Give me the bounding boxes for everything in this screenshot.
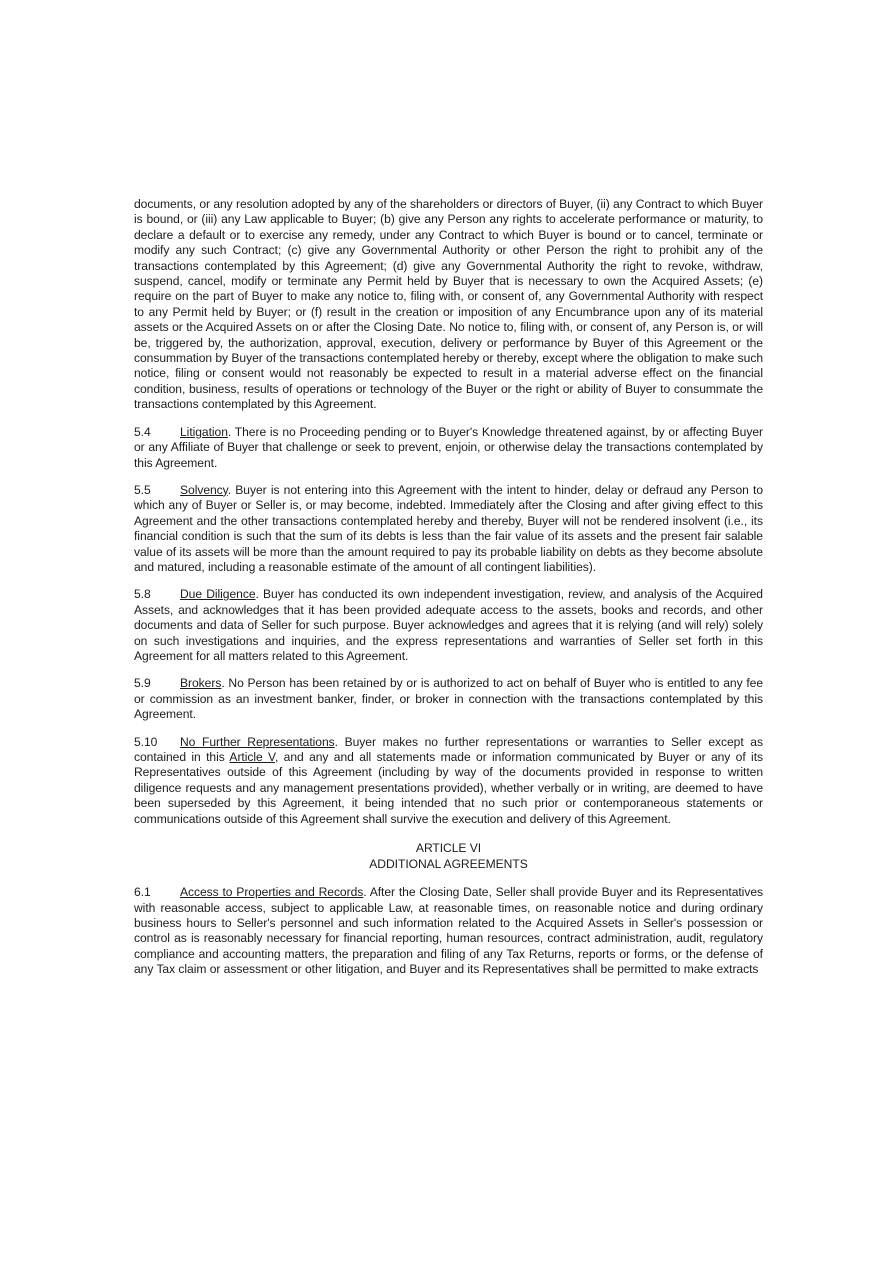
section-heading: Litigation xyxy=(180,424,228,439)
section-body: . There is no Proceeding pending or to Buyer's Knowledge threatened against, by or affecting Buyer or any Affiliate of Buyer that challenge or seek to prevent, enjoin, or otherwise delay the transactions contemplated by this Agreement. xyxy=(134,424,763,470)
article-heading xyxy=(134,841,763,872)
section-heading: No Further Representations xyxy=(180,734,335,749)
article-v-reference: Article V xyxy=(229,750,275,764)
section-heading: Due Diligence xyxy=(180,587,256,602)
section-body: . After the Closing Date, Seller shall provide Buyer and its Representatives with reasonable access, subject to applicable Law, at reasonable times, on reasonable notice and during ordinary business hours to Seller's personnel and such information related to the Acquired Assets in Seller's possession or control as is reasonably necessary for financial reporting, human resources, contract administration, audit, regulatory compliance and accounting matters, the preparation and filing of any Tax Returns, reports or forms, or the defense of any Tax claim or assessment or other litigation, and Buyer and its Representatives shall be permitted to make extracts xyxy=(134,885,763,977)
section-5-8 xyxy=(134,587,763,664)
section-number: 5.5 xyxy=(134,482,151,497)
article-title: ADDITIONAL AGREEMENTS xyxy=(369,856,528,871)
section-number: 6.1 xyxy=(134,885,151,900)
section-number: 5.8 xyxy=(134,587,151,602)
section-number: 5.4 xyxy=(134,424,151,439)
section-number: 5.10 xyxy=(134,734,158,749)
article-number: ARTICLE VI xyxy=(415,841,482,856)
section-body: . Buyer is not entering into this Agreement with the intent to hinder, delay or defraud any Person to which any of Buyer or Seller is, or may become, indebted. Immediately after the Closing and after giving effect to this Agreement and the other transactions contemplated hereby and thereby, Buyer will not be rendered insolvent (i.e., its financial condition is such that the sum of its debts is less than the fair value of its assets and the present fair salable value of its assets will be more than the amount required to pay its probable liability on debts as they become absolute and matured, including a reasonable estimate of the amount of all contingent liabilities). xyxy=(134,482,763,574)
section-5-5 xyxy=(134,483,763,575)
section-heading: Access to Properties and Records xyxy=(180,885,364,900)
section-body: . Buyer makes no further representations or warranties to Seller except as contained in this xyxy=(134,734,763,764)
section-body-continued: , and any and all statements made or information communicated by Buyer or any of its Representatives outside of this Agreement (including by way of the documents provided in response to written diligence requests and any management presentations provided), whether verbally or in writing, are deemed to have been superseded by this Agreement, it being intended that no such prior or contemporaneous statements or communications outside of this Agreement shall survive the execution and delivery of this Agreement. xyxy=(134,750,763,826)
section-body: . Buyer has conducted its own independent investigation, review, and analysis of the Acquired Assets, and acknowledges that it has been provided adequate access to the assets, books and records, and other documents and data of Seller for such purpose. Buyer acknowledges and agrees that it is relying (and will rely) solely on such investigations and inquiries, and the express representations and warranties of Seller set forth in this Agreement for all matters related to this Agreement. xyxy=(134,587,763,663)
continuation-paragraph: documents, or any resolution adopted by any of the shareholders or directors of Buyer, (ii) any Contract to which Buyer is bound, or (iii) any Law applicable to Buyer; (b) give any Person any rights to accelerate performance or maturity, to declare a default or to exercise any remedy, under any Contract to which Buyer is bound or to cancel, terminate or modify any such Contract; (c) give any Governmental Authority or other Person the right to prohibit any of the transactions contemplated by this Agreement; (d) give any Governmental Authority the right to revoke, withdraw, suspend, cancel, modify or terminate any Permit held by Buyer that is necessary to own the Acquired Assets; (e) require on the part of Buyer to make any notice to, filing with, or consent of, any Governmental Authority with respect to any Permit held by Buyer; or (f) result in the creation or imposition of any Encumbrance upon any of its material assets or the Acquired Assets on or after the Closing Date. No notice to, filing with, or consent of, any Person is, or will be, triggered by, the authorization, approval, execution, delivery or performance by Buyer of this Agreement or the consummation by Buyer of the transactions contemplated hereby or thereby, except where the obligation to make such notice, filing or consent would not reasonably be expected to result in a material adverse effect on the financial condition, business, results of operations or technology of the Buyer or the right or ability of Buyer to consummate the transactions contemplated by this Agreement. xyxy=(134,197,763,412)
section-heading: Brokers xyxy=(180,676,222,691)
section-number: 5.9 xyxy=(134,676,151,691)
section-6-1 xyxy=(134,885,763,977)
section-body: . No Person has been retained by or is authorized to act on behalf of Buyer who is entitled to any fee or commission as an investment banker, finder, or broker in connection with the transactions contemplated by this Agreement. xyxy=(134,676,763,722)
section-heading: Solvency xyxy=(180,482,228,497)
section-5-4 xyxy=(134,425,763,471)
section-5-10 xyxy=(134,735,763,827)
document-body xyxy=(134,197,763,978)
section-5-9 xyxy=(134,676,763,722)
